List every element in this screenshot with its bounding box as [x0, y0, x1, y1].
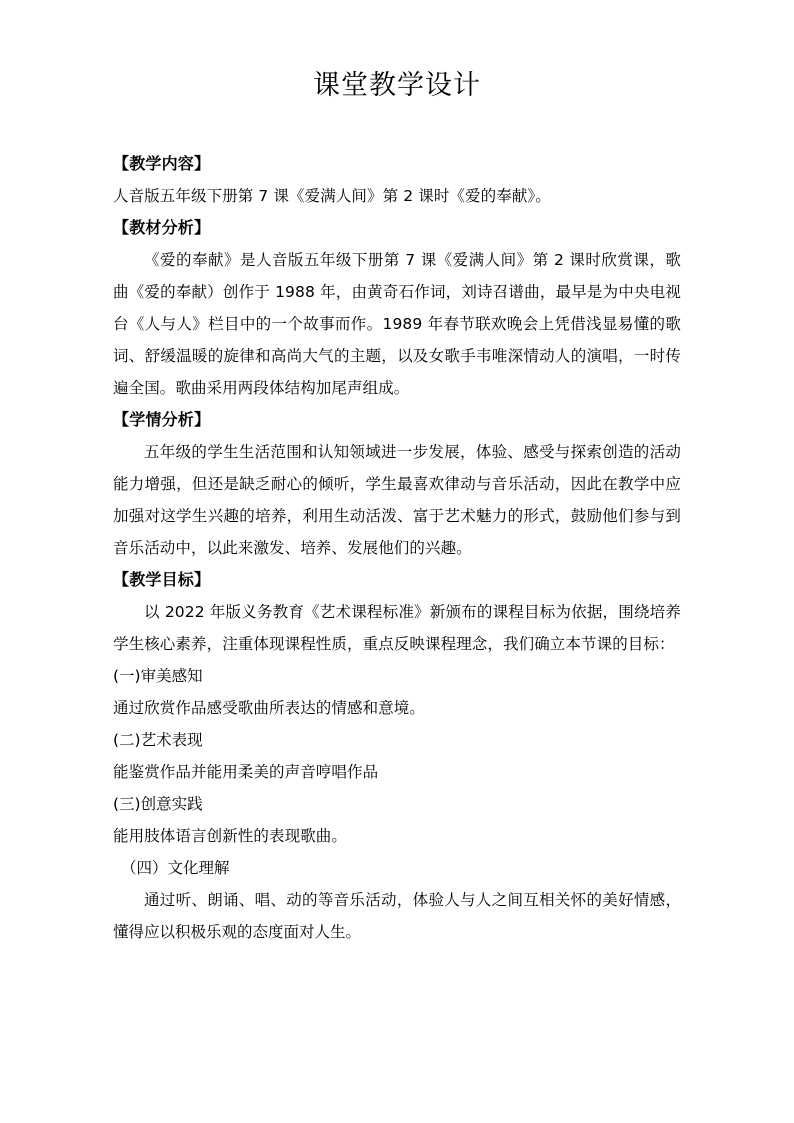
section-heading-teaching-content: 【教学内容】: [113, 154, 211, 173]
section-body-teaching-content: 人音版五年级下册第 7 课《爱满人间》第 2 课时《爱的奉献》。: [113, 187, 551, 205]
section-body-student-analysis: 五年级的学生生活范围和认知领域进一步发展，体验、感受与探索创造的活动能力增强，但还是缺乏耐心的倾听，学生最喜欢律动与音乐活动，因此在教学中应加强对这学生兴趣的培养，利用生动活泼、富于艺术魅力的形式，鼓励他们参与到音乐活动中，以此来激发、培养、发展他们的兴趣。: [113, 443, 681, 557]
objective-body-2: 能鉴赏作品并能用柔美的声音哼唱作品: [113, 763, 379, 781]
section-heading-teaching-objectives: 【教学目标】: [113, 570, 211, 589]
objective-body-4: 通过听、朗诵、唱、动的等音乐活动，体验人与人之间互相关怀的美好情感，懂得应以积极乐观的态度面对人生。: [113, 891, 681, 941]
section-body-material-analysis: 《爱的奉献》是人音版五年级下册第 7 课《爱满人间》第 2 课时欣赏课，歌曲《爱的奉献）创作于 1988 年，由黄奇石作词，刘诗召谱曲，最早是为中央电视台《人与人》栏目中的一个故事而作。1989 年春节联欢晚会上凭借浅显易懂的歌词、舒缓温暖的旋律和高尚大气的主题，以及女歌手韦唯深情动人的演唱，一时传遍全国。歌曲采用两段体结构加尾声组成。: [113, 251, 681, 397]
objective-label-4: （四）文化理解: [121, 859, 230, 877]
page-title: 课堂教学设计: [313, 70, 481, 101]
objective-label-1: (一)审美感知: [113, 667, 203, 685]
objective-body-1: 通过欣赏作品感受歌曲所表达的情感和意境。: [113, 699, 426, 717]
title-spacer: [113, 106, 681, 148]
section-body-teaching-objectives-intro: 以 2022 年版义务教育《艺术课程标准》新颁布的课程目标为依据，围绕培养学生核心素养，注重体现课程性质，重点反映课程理念，我们确立本节课的目标：: [113, 603, 681, 653]
document-content: [113, 0, 681, 948]
objective-label-2: (二)艺术表现: [113, 731, 203, 749]
section-heading-student-analysis: 【学情分析】: [113, 410, 211, 429]
objective-body-3: 能用肢体语言创新性的表现歌曲。: [113, 827, 348, 845]
section-heading-material-analysis: 【教材分析】: [113, 218, 211, 237]
objective-label-3: (三)创意实践: [113, 795, 203, 813]
